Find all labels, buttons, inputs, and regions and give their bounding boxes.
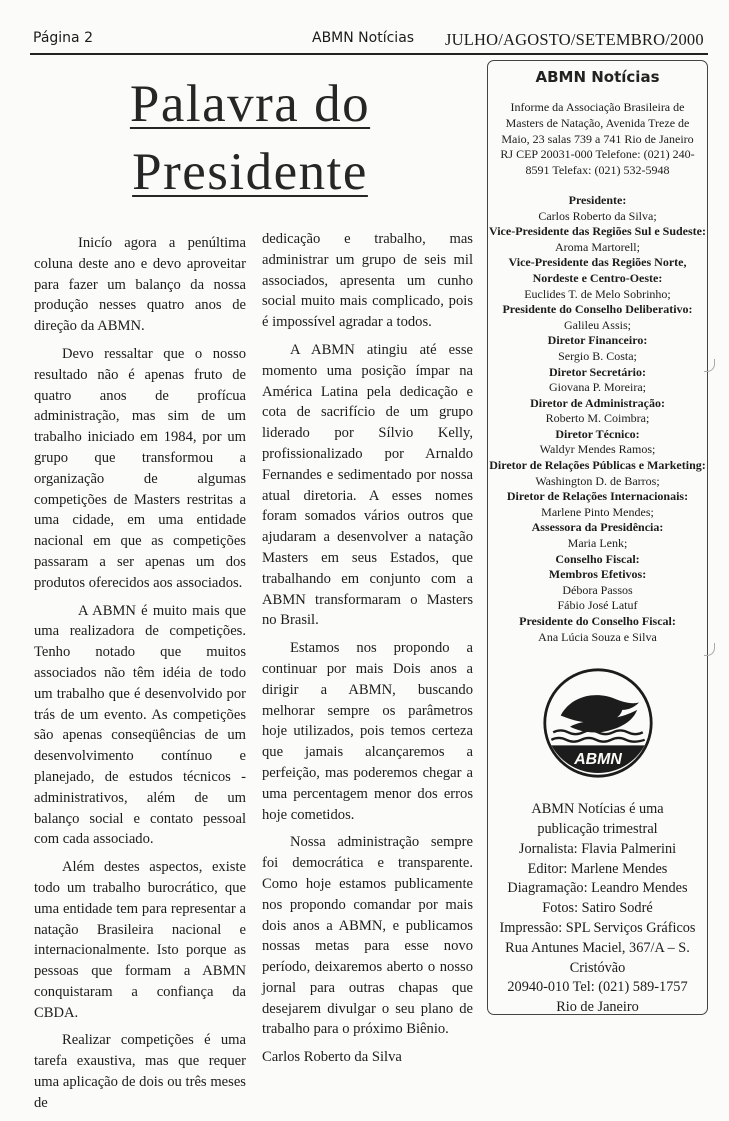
credit-line: Editor: Marlene Mendes xyxy=(527,860,668,877)
credit-line: Fotos: Satiro Sodré xyxy=(542,900,653,917)
publication-name: ABMN Notícias xyxy=(312,30,415,46)
person-name: Aroma Martorell; xyxy=(555,239,640,254)
credit-line: ABMN Notícias é uma xyxy=(531,801,664,818)
role-title: Diretor Técnico: xyxy=(555,426,640,441)
role-title: Presidente do Conselho Fiscal: xyxy=(519,614,676,629)
header-rule xyxy=(30,53,708,55)
role-title: Membros Efetivos: xyxy=(548,567,647,582)
article-column-1 xyxy=(34,233,246,1121)
person-name: Galileu Assis; xyxy=(563,317,631,332)
paragraph: A ABMN atingiu até esse momento uma posição ímpar na América Latina pela dedicação e cota de sacrifício de um grupo liderado por Sílvio Kelly, profissionalizado por Arnaldo Fernandes e sedimentado por nossa atual diretoria. A esses nomes foram somados vários outros que ajudaram a desenvolver a natação Masters em seus Estados, que trabalhando em conjunto com a ABMN transformaram o Masters no Brasil. xyxy=(262,341,473,629)
credit-line: publicação trimestral xyxy=(537,821,658,837)
paragraph: A ABMN é muito mais que uma realizadora de competições. Tenho notado que muitos associados não têm idéia de todo um trabalho que é desenvolvido por trás de um evento. As competições são apenas conseqüências de um desenvolvimento contínuo e planejado, de estudos técnicos - administrativos, além de um balanço social e contato pessoal com cada associado. xyxy=(34,602,246,848)
credit-line: Rio de Janeiro xyxy=(556,999,639,1016)
person-name: Carlos Roberto da Silva; xyxy=(538,208,657,223)
person-name: Euclides T. de Melo Sobrinho; xyxy=(524,286,671,301)
paragraph: Realizar competições é uma tarefa exaustiva, mas que requer uma aplicação de dois ou três meses de xyxy=(34,1032,246,1111)
abmn-logo xyxy=(542,667,654,779)
role-title: Presidente: xyxy=(568,192,627,207)
person-name: Ana Lúcia Souza e Silva xyxy=(538,629,657,644)
person-name: Marlene Pinto Mendes; xyxy=(541,504,654,519)
credits xyxy=(488,800,707,1018)
article-column-2 xyxy=(262,229,473,1075)
role-title: Conselho Fiscal: xyxy=(555,551,640,566)
person-name: Roberto M. Coimbra; xyxy=(545,411,650,426)
article-title xyxy=(100,70,400,206)
role-title: Diretor Financeiro: xyxy=(547,333,648,348)
person-name: Fábio José Latuf xyxy=(557,598,638,613)
issue-date: JULHO/AGOSTO/SETEMBRO/2000 xyxy=(445,30,704,49)
binding-mark xyxy=(704,359,715,372)
role-title: Assessora da Presidência: xyxy=(531,520,664,535)
role-title: Diretor Secretário: xyxy=(549,364,646,379)
person-name: Débora Passos xyxy=(562,582,633,597)
role-title: Diretor de Relações Públicas e Marketing: xyxy=(489,458,706,473)
paragraph: Além destes aspectos, existe todo um trabalho burocrático, que uma entidade tem para representar a natação Brasileira nacional e internacionalmente. Isto porque as pessoas que formam a ABMN conquistaram a confiança da CBDA. xyxy=(34,859,246,1021)
role-title: Diretor de Administração: xyxy=(530,395,665,410)
paragraph: Devo ressaltar que o nosso resultado não é apenas fruto de quatro anos de profícua administração, mas sim de um trabalho iniciado em 1984, por um grupo que transformou a organização de algumas competições de Masters restritas a uma cidade, em uma entidade nacional em que as competições passaram a ser apenas um dos produtos oferecidos aos associados. xyxy=(34,345,246,591)
credit-line: 20940-010 Tel: (021) 589-1757 xyxy=(507,979,688,996)
credit-line: Jornalista: Flavia Palmerini xyxy=(518,840,677,857)
paragraph: Inicío agora a penúltima coluna deste ano e devo aproveitar para fazer um balanço da nossa produção nesses quatro anos de direção da ABMN. xyxy=(34,235,246,335)
role-title: Diretor de Relações Internacionais: xyxy=(506,489,689,504)
signature: Carlos Roberto da Silva xyxy=(262,1049,402,1066)
board-list xyxy=(488,193,707,645)
binding-mark xyxy=(704,643,715,656)
paragraph: Nossa administração sempre foi democrática e transparente. Como hoje estamos publicamente nos propondo comandar por mais dois anos a ABMN, e publicamos nossas metas para esse novo período, deixaremos aberto o nosso jornal para outras chapas que desejarem divulgar o seu plano de trabalho para o próximo Biênio. xyxy=(262,834,473,1038)
person-name: Washington D. de Barros; xyxy=(535,473,660,488)
role-title: Vice-Presidente das Regiões Sul e Sudeste: xyxy=(489,224,706,239)
credit-line: Rua Antunes Maciel, 367/A – S. xyxy=(505,939,690,956)
masthead-title: ABMN Notícias xyxy=(535,68,660,86)
paragraph: dedicação e trabalho, mas administrar um grupo de seis mil associados, apresenta um cunho social muito mais complicado, pois é impossível agradar a todos. xyxy=(262,231,473,331)
person-name: Maria Lenk; xyxy=(567,536,628,551)
credit-line: Impressão: SPL Serviços Gráficos xyxy=(499,919,696,936)
role-title: Vice-Presidente das Regiões Norte, Nordeste e Centro-Oeste: xyxy=(508,255,687,285)
credit-line: Diagramação: Leandro Mendes xyxy=(507,880,688,897)
title-line-2: Presidente xyxy=(132,143,368,201)
association-info: Informe da Associação Brasileira de Masters de Natação, Avenida Treze de Maio, 23 salas 739 a 741 Rio de Janeiro RJ CEP 20031-000 Telefone: (021) 240-8591 Telefax: (021) 532-5948 xyxy=(500,100,695,178)
person-name: Sergio B. Costa; xyxy=(558,348,637,363)
paragraph: Estamos nos propondo a continuar por mais Dois anos a dirigir a ABMN, buscando melhorar sempre os parâmetros hoje utilizados, pois temos certeza que jamais alcançaremos a perfeição, mas poderemos chegar a uma percentagem menor dos erros hoje cometidos. xyxy=(262,640,473,823)
masthead-box xyxy=(487,60,708,1015)
page-number: Página 2 xyxy=(33,30,93,46)
title-line-1: Palavra do xyxy=(129,75,371,133)
credit-line: Cristóvão xyxy=(569,959,626,976)
person-name: Giovana P. Moreira; xyxy=(549,380,646,395)
role-title: Presidente do Conselho Deliberativo: xyxy=(502,302,693,317)
person-name: Waldyr Mendes Ramos; xyxy=(539,442,656,457)
logo-text: ABMN xyxy=(573,751,622,769)
